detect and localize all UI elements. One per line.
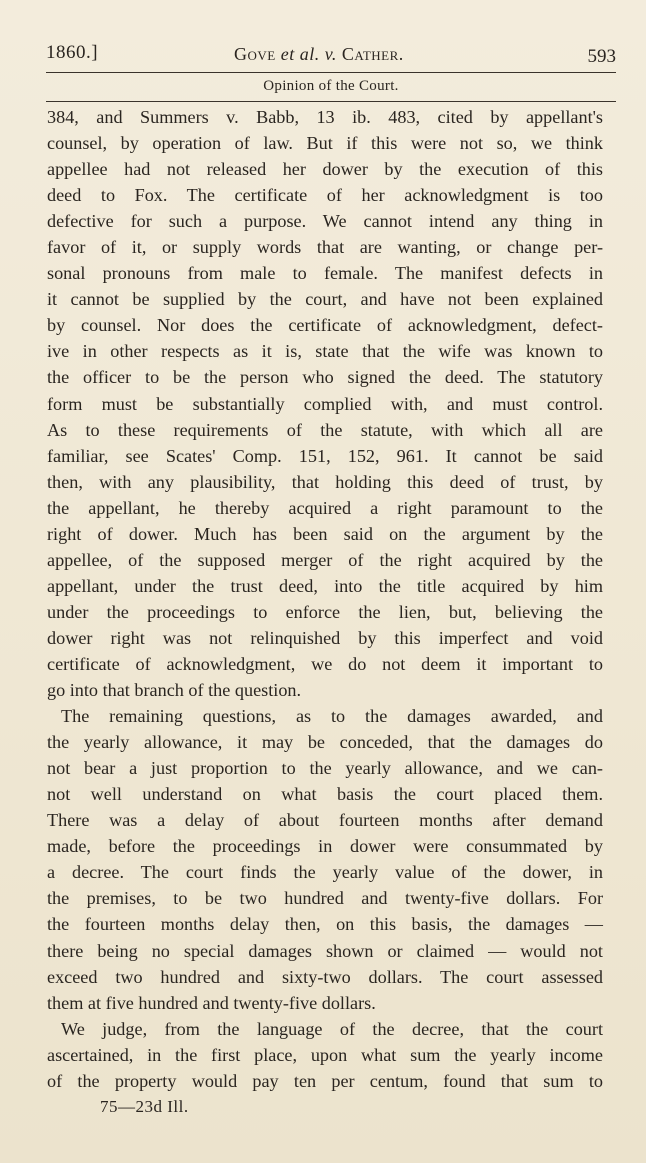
- text-line: appellant, under the trust deed, into the title acquired by him: [47, 575, 603, 596]
- text-line: certificate of acknowledgment, we do not deem it important to: [47, 653, 603, 674]
- text-line: counsel, by operation of law. But if this were not so, we think: [47, 133, 603, 154]
- text-line: not bear a just proportion to the yearly allowance, and we can-: [47, 758, 603, 779]
- text-line: ascertained, in the first place, upon what sum the yearly income: [47, 1044, 603, 1065]
- text-line: under the proceedings to enforce the lien, but, believing the: [47, 601, 603, 622]
- text-line: form must be substantially complied with, and must control.: [47, 393, 603, 414]
- text-line: go into that branch of the question.: [47, 680, 302, 701]
- text-line: exceed two hundred and sixty-two dollars. The court assessed: [47, 966, 603, 987]
- text-line: sonal pronouns from male to female. The manifest defects in: [47, 263, 603, 284]
- text-line: appellee, of the supposed merger of the right acquired by the: [47, 549, 603, 570]
- text-line: favor of it, or supply words that are wanting, or change per-: [47, 237, 603, 258]
- text-line: There was a delay of about fourteen months after demand: [47, 810, 603, 831]
- text-line: the officer to be the person who signed the deed. The statutory: [47, 367, 603, 388]
- text-line: then, with any plausibility, that holding this deed of trust, by: [47, 471, 603, 492]
- text-line: right of dower. Much has been said on the argument by the: [47, 523, 603, 544]
- signature-mark: 75—23d Ill.: [100, 1097, 189, 1116]
- text-line: there being no special damages shown or claimed — would not: [47, 940, 603, 961]
- text-line: the premises, to be two hundred and twenty-five dollars. For: [47, 888, 603, 909]
- text-line: the yearly allowance, it may be conceded, that the damages do: [47, 732, 603, 753]
- text-line: them at five hundred and twenty-five dollars.: [47, 992, 376, 1013]
- text-line: made, before the proceedings in dower were consummated by: [47, 836, 603, 857]
- header-case-title: Gove et al. v. Cather.: [234, 44, 404, 64]
- text-line: the fourteen months delay then, on this basis, the damages —: [47, 914, 603, 935]
- text-line: ive in other respects as it is, state that the wife was known to: [47, 341, 603, 362]
- text-line: defective for such a purpose. We cannot intend any thing in: [47, 211, 603, 232]
- page-number: 593: [587, 46, 616, 67]
- text-line: As to these requirements of the statute, with which all are: [47, 419, 603, 440]
- text-line: the appellant, he thereby acquired a right paramount to the: [47, 497, 603, 518]
- text-line: a decree. The court finds the yearly value of the dower, in: [47, 862, 603, 883]
- header-rule: [46, 72, 616, 73]
- subheading-rule: [46, 101, 616, 102]
- text-line: The remaining questions, as to the damages awarded, and: [61, 706, 603, 727]
- text-line: dower right was not relinquished by this imperfect and void: [47, 627, 603, 648]
- text-line: 384, and Summers v. Babb, 13 ib. 483, cited by appellant's: [47, 107, 603, 127]
- section-subheading: Opinion of the Court.: [263, 78, 399, 94]
- text-line: deed to Fox. The certificate of her acknowledgment is too: [47, 185, 603, 206]
- text-line: appellee had not released her dower by the execution of this: [47, 159, 603, 180]
- text-line: not well understand on what basis the court placed them.: [47, 784, 603, 805]
- text-line: by counsel. Nor does the certificate of acknowledgment, defect-: [47, 315, 603, 336]
- text-line: familiar, see Scates' Comp. 151, 152, 961. It cannot be said: [47, 445, 603, 466]
- header-year: 1860.]: [46, 42, 99, 63]
- text-line: We judge, from the language of the decree, that the court: [61, 1018, 603, 1039]
- text-line: it cannot be supplied by the court, and have not been explained: [47, 289, 603, 310]
- running-header: [46, 40, 616, 68]
- opinion-text: [47, 104, 603, 1094]
- text-line: of the property would pay ten per centum, found that sum to: [47, 1070, 603, 1091]
